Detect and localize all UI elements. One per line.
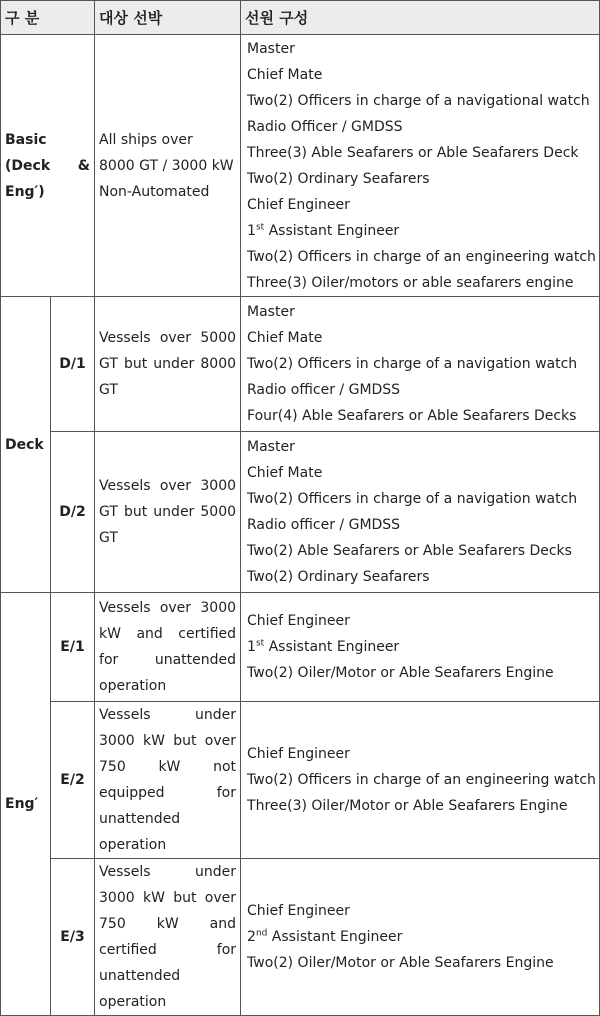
deck-d2-code: D/2	[51, 432, 95, 593]
eng-e2-code: E/2	[51, 702, 95, 859]
crew-line: Two(2) Officers in charge of a navigation watch	[247, 356, 578, 372]
eng-e1-crew-cell	[241, 593, 600, 702]
eng-e2-crew-cell	[241, 702, 600, 859]
basic-label-deck: (Deck	[5, 157, 51, 174]
deck-d1-target: Vessels over 5000 GT but under 8000 GT	[95, 297, 241, 432]
crew-line: Radio officer / GMDSS	[247, 517, 401, 533]
deck-d1-row	[1, 297, 600, 432]
crew-line: Two(2) Officers in charge of a navigational watch	[247, 92, 590, 109]
ordinal-suffix: nd	[255, 928, 268, 939]
eng-e3-row	[1, 859, 600, 1016]
eng-e1-code: E/1	[51, 593, 95, 702]
crew-line: Two(2) Ordinary Seafarers	[247, 170, 430, 187]
deck-d1-code: D/1	[51, 297, 95, 432]
crew-line-sup: 2nd Assistant Engineer	[247, 928, 403, 945]
crew-line: Master	[247, 439, 295, 455]
crew-line-sup: 1st Assistant Engineer	[247, 221, 400, 239]
basic-label-line2	[5, 153, 90, 179]
eng-e2-target: Vessels under 3000 kW but over 750 kW not equipped for unattended operation	[95, 702, 241, 859]
crew-line: Four(4) Able Seafarers or Able Seafarers Decks	[247, 408, 577, 424]
deck-d2-target: Vessels over 3000 GT but under 5000 GT	[95, 432, 241, 593]
basic-category-cell	[1, 35, 95, 297]
crew-line: Chief Mate	[247, 66, 323, 83]
crew-line: Two(2) Officers in charge of an engineering watch	[247, 772, 596, 788]
eng-e3-code: E/3	[51, 859, 95, 1016]
crew-line: Two(2) Officers in charge of a navigation watch	[247, 491, 578, 507]
ordinal-suffix: st	[255, 221, 265, 232]
deck-d2-row	[1, 432, 600, 593]
basic-target-cell	[95, 35, 241, 297]
basic-label-line1: Basic	[5, 131, 47, 148]
deck-category-cell: Deck	[1, 297, 51, 593]
eng-category-cell: Eng′	[1, 593, 51, 1016]
crew-line: Chief Engineer	[247, 903, 350, 919]
crew-line: Chief Engineer	[247, 746, 350, 762]
crew-line: Radio officer / GMDSS	[247, 382, 401, 398]
basic-target-line1: All ships over	[99, 131, 193, 148]
crew-line: Three(3) Oiler/motors or able seafarers engine	[247, 274, 574, 291]
basic-target-line3: Non-Automated	[99, 183, 210, 200]
eng-e3-target: Vessels under 3000 kW but over 750 kW and certified for unattended operation	[95, 859, 241, 1016]
crew-line-sup: 1st Assistant Engineer	[247, 638, 400, 655]
basic-label-line3: Eng′)	[5, 183, 45, 200]
eng-e2-row	[1, 702, 600, 859]
crew-line: Chief Mate	[247, 465, 323, 481]
crew-line: Three(3) Able Seafarers or Able Seafarers Deck	[247, 144, 579, 161]
header-target-ships: 대상 선박	[95, 1, 241, 35]
crew-line: Radio Officer / GMDSS	[247, 118, 403, 135]
deck-d2-crew-cell	[241, 432, 600, 593]
crew-line: Master	[247, 304, 295, 320]
header-row	[1, 1, 600, 35]
ordinal-suffix: st	[255, 638, 265, 649]
eng-e1-row	[1, 593, 600, 702]
basic-target-line2: 8000 GT / 3000 kW	[99, 157, 234, 174]
deck-d1-crew-cell	[241, 297, 600, 432]
crew-line: Chief Engineer	[247, 196, 350, 213]
header-crew-composition: 선원 구성	[241, 1, 600, 35]
crew-line: Two(2) Officers in charge of an engineering watch	[247, 248, 596, 265]
basic-crew-cell	[241, 35, 600, 297]
crew-line: Two(2) Able Seafarers or Able Seafarers Decks	[247, 543, 572, 559]
crew-line: Chief Mate	[247, 330, 323, 346]
crew-line: Chief Engineer	[247, 613, 350, 629]
header-category: 구 분	[1, 1, 95, 35]
eng-e3-crew-cell	[241, 859, 600, 1016]
eng-e1-target: Vessels over 3000 kW and certified for unattended operation	[95, 593, 241, 702]
crew-line: Three(3) Oiler/Motor or Able Seafarers Engine	[247, 798, 568, 814]
crew-line: Two(2) Oiler/Motor or Able Seafarers Engine	[247, 665, 554, 681]
basic-row	[1, 35, 600, 297]
crew-line: Master	[247, 40, 295, 57]
crew-line: Two(2) Ordinary Seafarers	[247, 569, 430, 585]
basic-label-amp: &	[77, 157, 91, 174]
crew-line: Two(2) Oiler/Motor or Able Seafarers Engine	[247, 955, 554, 971]
